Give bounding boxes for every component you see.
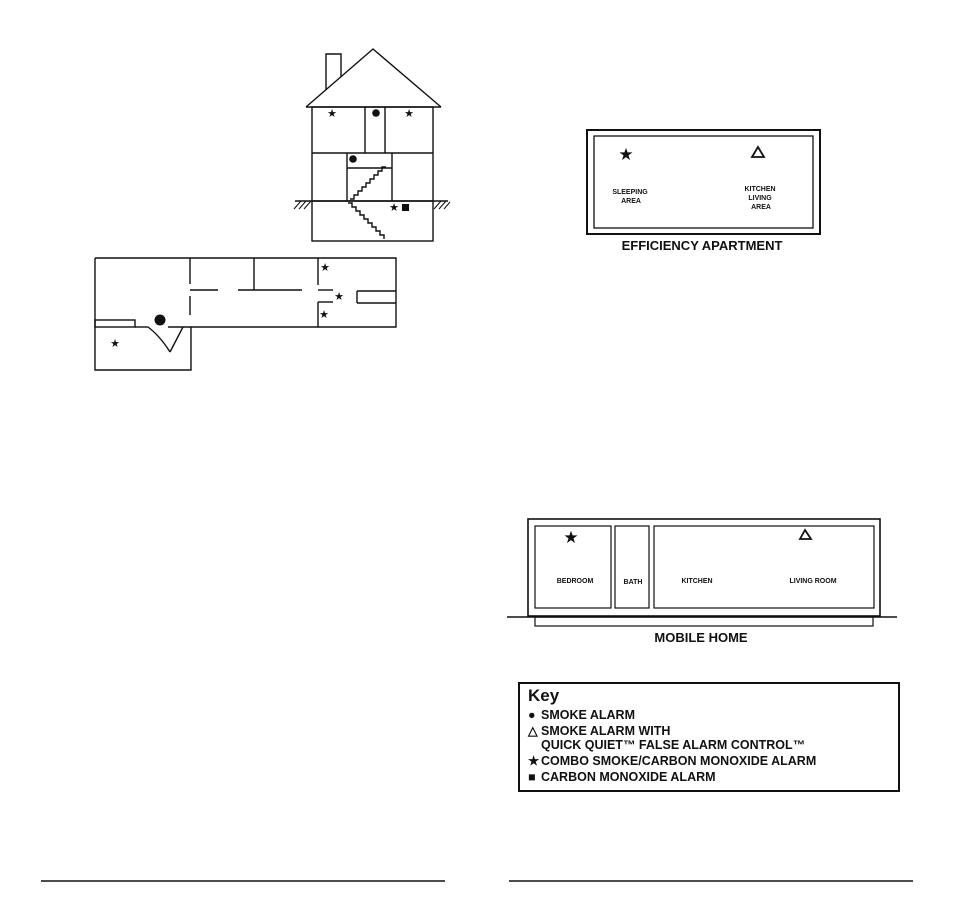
sleeping-label-line: SLEEPING [612,189,648,196]
bath-label: BATH [623,579,643,586]
upper-stairs [350,167,386,199]
key-item-line: CARBON MONOXIDE ALARM [541,770,716,784]
key-item-co-alarm [528,770,890,784]
key-item-text [541,724,805,752]
lower-stairs [348,203,384,239]
combo-alarm-icon: ★ [319,308,329,321]
key-item-smoke-alarm [528,708,890,722]
sleeping-label-line: AREA [621,198,641,205]
key-item-line: SMOKE ALARM WITH [541,724,671,738]
key-legend [518,682,900,792]
efficiency-apartment-caption: EFFICIENCY APARTMENT [621,238,783,253]
house-markers [327,107,414,214]
door-swing [148,327,170,352]
key-item-text [541,754,816,768]
key-item-line: SMOKE ALARM [541,708,635,722]
kitchen-label-line: AREA [751,204,771,211]
mobile-home-diagram [507,519,897,645]
mobile-home-chassis [535,617,873,626]
smoke-alarm-quiet-icon [752,147,764,157]
key-title: Key [528,686,560,705]
kitchen-label-line: LIVING [748,195,772,202]
kitchen-living-area-label [744,186,777,211]
key-item-smoke-alarm-quiet [528,724,890,752]
key-item-text [541,770,716,784]
floor-plan-markers [110,261,344,350]
combo-alarm-icon: ★ [389,201,399,214]
mobile-home-caption: MOBILE HOME [654,630,748,645]
combo-alarm-icon: ★ [404,107,414,120]
floor-plan-diagram [95,258,396,370]
triangle-icon: △ [528,724,538,738]
combo-alarm-icon: ★ [618,145,634,165]
smoke-alarm-icon [372,109,380,117]
house-diagram [294,49,450,241]
closet [95,320,135,327]
square-icon: ■ [528,770,536,784]
key-item-combo-alarm [528,754,890,768]
smoke-alarm-icon [349,155,357,163]
key-item-text [541,708,635,722]
ground-hatch [294,201,450,209]
combo-alarm-icon: ★ [563,528,579,548]
kitchen-label: KITCHEN [681,578,713,585]
kitchen-living-room [654,526,874,608]
smoke-alarm-icon [155,315,166,326]
sleeping-area-label [612,189,649,205]
bath-room [615,526,649,608]
kitchen-label-line: KITCHEN [744,186,776,193]
combo-alarm-icon: ★ [110,337,120,350]
key-item-line: QUICK QUIET™ FALSE ALARM CONTROL™ [541,738,806,752]
star-icon: ★ [528,754,540,768]
living-room-label: LIVING ROOM [789,578,837,585]
efficiency-apartment-diagram [587,130,820,253]
co-alarm-icon [402,204,409,211]
combo-alarm-icon: ★ [327,107,337,120]
bedroom-label: BEDROOM [556,578,594,585]
smoke-alarm-quiet-icon [800,530,811,539]
key-item-line: COMBO SMOKE/CARBON MONOXIDE ALARM [541,754,817,768]
combo-alarm-icon: ★ [320,261,330,274]
floor-plan-outline [95,258,396,370]
house-walls [312,107,433,241]
house-chimney [326,54,341,90]
mobile-home-outer-wall [528,519,880,616]
combo-alarm-icon: ★ [334,290,344,303]
smoke-alarm-icon: ● [528,708,536,722]
